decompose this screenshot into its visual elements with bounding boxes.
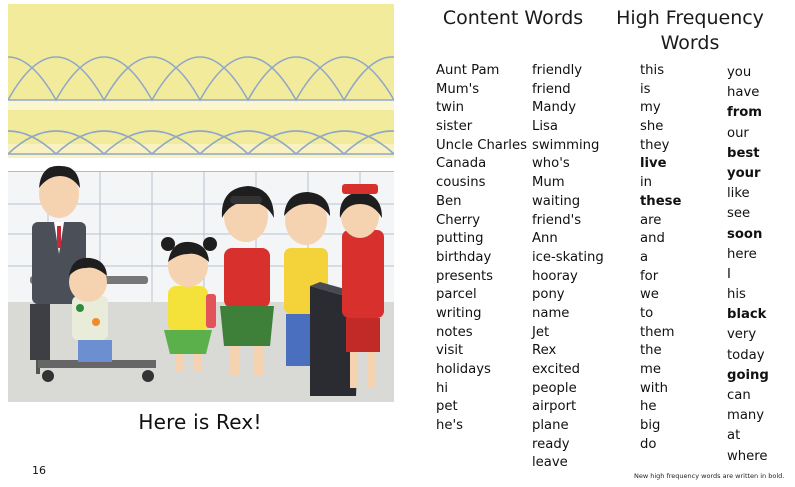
- high-frequency-word: this: [640, 63, 665, 78]
- high-frequency-word: at: [727, 428, 741, 444]
- content-word: hooray: [532, 268, 578, 284]
- high-frequency-word: and: [640, 231, 665, 247]
- content-word: Ben: [436, 193, 462, 209]
- high-frequency-word: his: [727, 287, 746, 303]
- content-word: Mandy: [532, 100, 576, 116]
- high-frequency-word: are: [640, 212, 662, 228]
- content-word: swimming: [532, 137, 600, 153]
- high-frequency-word: black: [727, 307, 767, 323]
- content-word: Rex: [532, 343, 557, 359]
- high-frequency-word: see: [727, 206, 751, 222]
- content-word: birthday: [436, 249, 492, 265]
- high-frequency-word: soon: [727, 226, 763, 242]
- high-frequency-word: best: [727, 145, 760, 161]
- content-word: he's: [436, 418, 463, 434]
- content-word: Mum's: [436, 81, 480, 97]
- high-frequency-word: is: [640, 81, 651, 97]
- high-frequency-word: they: [640, 137, 670, 153]
- content-word: Uncle Charles: [436, 137, 527, 153]
- content-word: name: [532, 305, 570, 321]
- content-word: Jet: [532, 324, 550, 340]
- high-frequency-word: like: [727, 186, 750, 202]
- high-frequency-word: a: [640, 249, 649, 265]
- high-frequency-word: these: [640, 193, 682, 209]
- high-frequency-word: for: [640, 268, 659, 284]
- hf-heading-line1: High Frequency: [616, 7, 764, 29]
- content-word: friend's: [532, 212, 582, 228]
- content-word: twin: [436, 100, 464, 116]
- airport-illustration: [8, 4, 394, 402]
- content-word: ready: [532, 436, 570, 452]
- content-word: leave: [532, 455, 568, 471]
- high-frequency-words-heading: [614, 6, 766, 56]
- content-word: parcel: [436, 287, 477, 303]
- content-word: presents: [436, 268, 493, 284]
- high-frequency-word: the: [640, 343, 662, 359]
- content-words-column-2: [532, 62, 604, 473]
- high-frequency-word: here: [727, 246, 757, 262]
- high-frequency-word: from: [727, 105, 763, 121]
- high-frequency-word: where: [727, 448, 768, 464]
- high-frequency-word: he: [640, 399, 657, 415]
- content-words-column-1: [436, 62, 527, 436]
- content-word: Aunt Pam: [436, 63, 500, 78]
- content-words-heading: Content Words: [442, 7, 584, 29]
- high-frequency-words-column-2: [727, 63, 769, 467]
- footnote: New high frequency words are written in bold.: [634, 472, 785, 480]
- content-word: airport: [532, 399, 577, 415]
- high-frequency-word: I: [727, 266, 731, 282]
- high-frequency-word: your: [727, 165, 761, 181]
- content-word: people: [532, 380, 577, 396]
- content-word: who's: [532, 156, 570, 172]
- content-word: visit: [436, 343, 464, 359]
- content-word: sister: [436, 119, 473, 135]
- content-word: hi: [436, 380, 449, 396]
- high-frequency-word: you: [727, 65, 752, 80]
- high-frequency-word: my: [640, 100, 661, 116]
- high-frequency-word: in: [640, 175, 653, 191]
- high-frequency-word: she: [640, 119, 664, 135]
- high-frequency-word: have: [727, 85, 760, 101]
- content-word: friendly: [532, 63, 583, 78]
- high-frequency-word: me: [640, 362, 661, 377]
- content-word: notes: [436, 324, 473, 340]
- high-frequency-word: today: [727, 347, 765, 363]
- high-frequency-word: going: [727, 367, 769, 383]
- high-frequency-word: big: [640, 418, 661, 434]
- content-word: writing: [436, 305, 482, 321]
- high-frequency-word: our: [727, 125, 749, 141]
- content-word: holidays: [436, 362, 491, 377]
- illustration-caption: Here is Rex!: [138, 410, 262, 434]
- high-frequency-word: them: [640, 324, 675, 340]
- hf-heading-line2: Words: [660, 32, 720, 54]
- content-word: Lisa: [532, 119, 558, 135]
- content-word: plane: [532, 418, 569, 434]
- high-frequency-words-column-1: [640, 62, 681, 454]
- high-frequency-word: can: [727, 388, 751, 403]
- content-word: Canada: [436, 156, 487, 172]
- high-frequency-word: with: [640, 380, 668, 396]
- content-word: excited: [532, 362, 581, 377]
- high-frequency-word: very: [727, 327, 757, 343]
- content-word: Cherry: [436, 212, 481, 228]
- high-frequency-word: to: [640, 305, 654, 321]
- high-frequency-word: we: [640, 287, 659, 303]
- content-word: Mum: [532, 175, 565, 191]
- content-word: friend: [532, 81, 571, 97]
- page-number: 16: [32, 464, 46, 477]
- high-frequency-word: many: [727, 408, 765, 424]
- content-word: ice-skating: [532, 249, 604, 265]
- high-frequency-word: live: [640, 156, 667, 172]
- high-frequency-word: do: [640, 436, 657, 452]
- content-word: putting: [436, 231, 484, 247]
- content-word: cousins: [436, 175, 486, 191]
- content-word: pony: [532, 287, 565, 303]
- content-word: Ann: [532, 231, 558, 247]
- content-word: pet: [436, 399, 458, 415]
- content-word: waiting: [532, 193, 581, 209]
